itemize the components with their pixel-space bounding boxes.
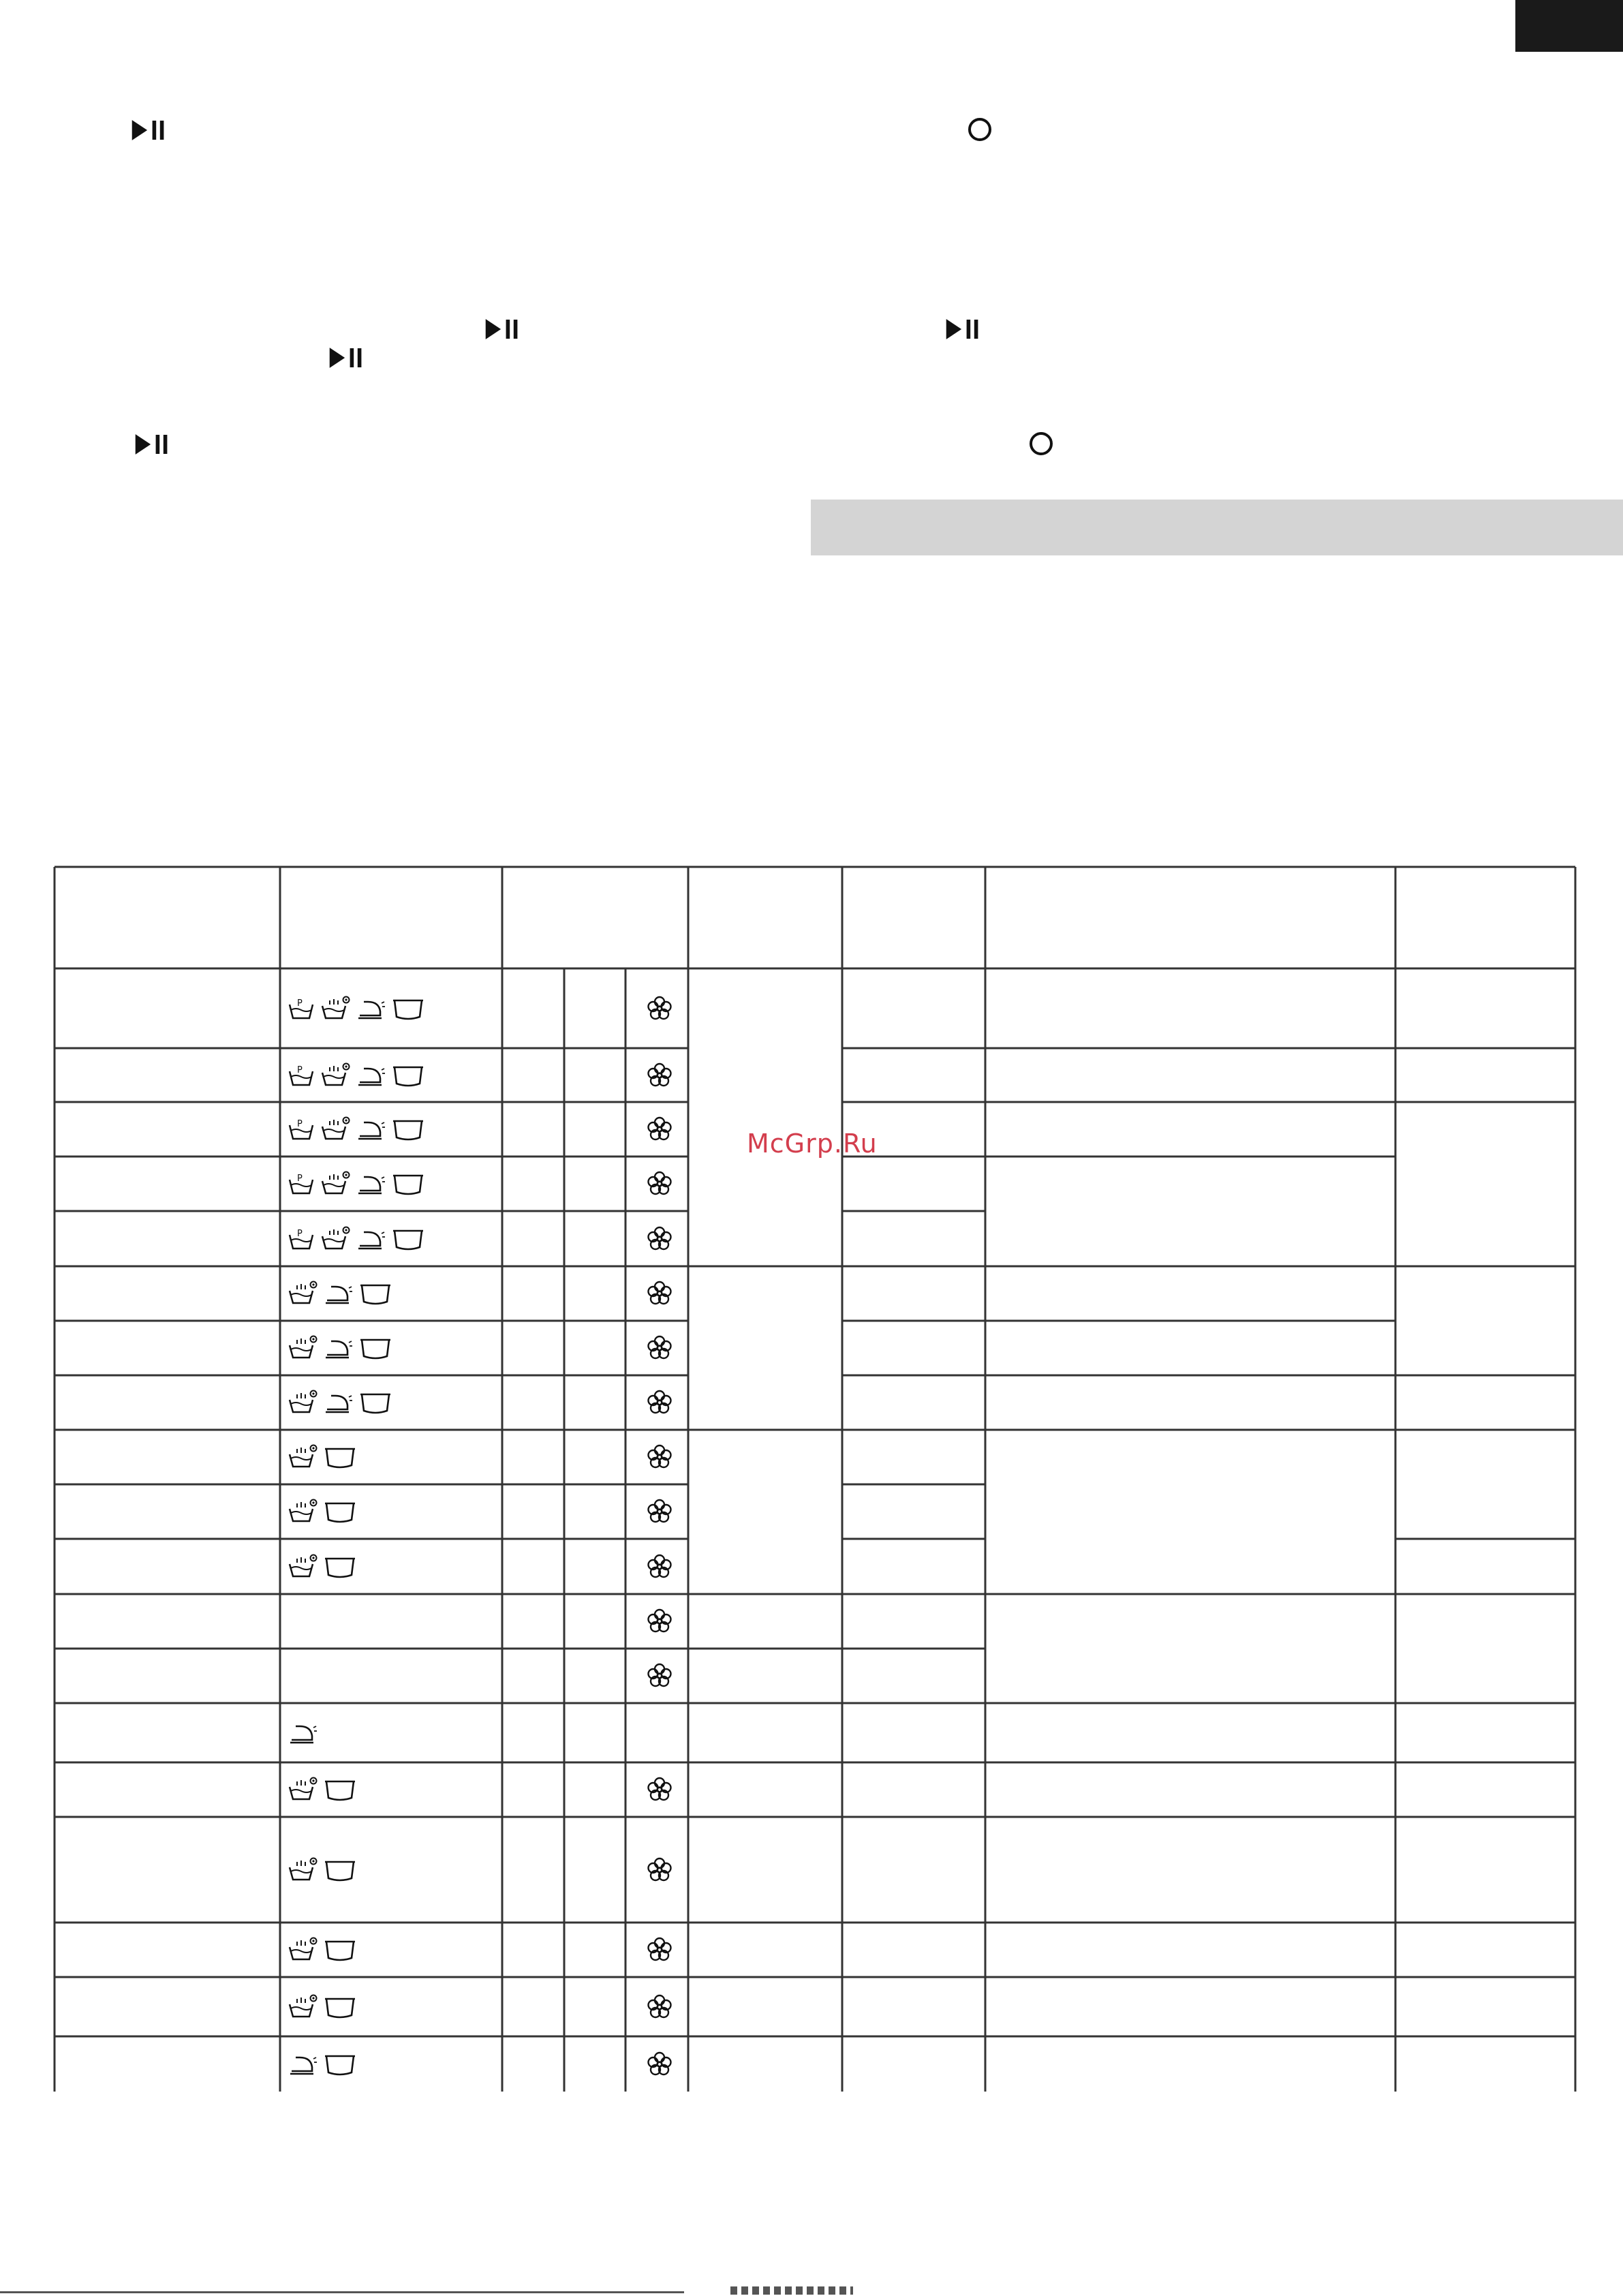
basin-icon — [391, 1225, 425, 1256]
start-pause-icon — [483, 316, 521, 342]
care-symbols — [288, 995, 425, 1026]
dry-clean-icon — [288, 1498, 318, 1529]
iron-icon — [323, 1280, 353, 1311]
dry-clean-icon — [320, 1225, 350, 1256]
care-symbols — [288, 1993, 357, 2024]
language-tab — [1515, 0, 1623, 52]
care-symbols — [288, 1062, 425, 1092]
start-pause-icon — [133, 431, 171, 457]
basin-icon — [323, 1856, 357, 1887]
basin-icon — [323, 2051, 357, 2081]
flower-icon — [646, 1498, 673, 1525]
flower-icon — [646, 1936, 673, 1963]
basin-icon — [323, 1498, 357, 1529]
dry-clean-icon — [320, 1170, 350, 1201]
iron-icon — [288, 1719, 318, 1750]
power-icon — [966, 116, 993, 143]
tub-p-icon — [288, 1170, 315, 1201]
flower-icon — [646, 1389, 673, 1416]
dry-clean-icon — [288, 1553, 318, 1584]
basin-icon — [323, 1443, 357, 1474]
basin-icon — [323, 1553, 357, 1584]
care-symbols — [288, 2051, 357, 2081]
dry-clean-icon — [288, 1280, 318, 1311]
flower-icon — [646, 1225, 673, 1253]
iron-icon — [323, 1334, 353, 1365]
basin-icon — [391, 1170, 425, 1201]
iron-icon — [356, 995, 386, 1026]
care-symbols — [288, 1719, 318, 1750]
care-symbols — [288, 1856, 357, 1887]
flower-icon — [646, 1116, 673, 1143]
dry-clean-icon — [288, 1856, 318, 1887]
flower-icon — [646, 1553, 673, 1580]
flower-icon — [646, 1334, 673, 1362]
flower-icon — [646, 1170, 673, 1197]
flower-icon — [646, 1856, 673, 1884]
basin-icon — [391, 995, 425, 1026]
basin-icon — [391, 1062, 425, 1092]
tub-p-icon — [288, 1062, 315, 1092]
care-symbols — [288, 1776, 357, 1807]
dry-clean-icon — [320, 1062, 350, 1092]
iron-icon — [356, 1116, 386, 1146]
basin-icon — [358, 1389, 392, 1420]
iron-icon — [323, 1389, 353, 1420]
dry-clean-icon — [320, 995, 350, 1026]
start-pause-icon — [129, 117, 168, 143]
tub-p-icon — [288, 995, 315, 1026]
care-symbols — [288, 1225, 425, 1256]
dry-clean-icon — [288, 1443, 318, 1474]
dry-clean-icon — [288, 1389, 318, 1420]
care-symbols — [288, 1116, 425, 1146]
care-symbols — [288, 1498, 357, 1529]
basin-icon — [358, 1334, 392, 1365]
care-symbols — [288, 1936, 357, 1967]
footer-mark — [730, 2286, 853, 2295]
iron-icon — [356, 1062, 386, 1092]
footer-rule — [0, 2291, 684, 2293]
iron-icon — [356, 1170, 386, 1201]
basin-icon — [391, 1116, 425, 1146]
care-symbols — [288, 1334, 392, 1365]
care-symbols — [288, 1280, 392, 1311]
dry-clean-icon — [288, 1936, 318, 1967]
iron-icon — [288, 2051, 318, 2081]
dry-clean-icon — [288, 1776, 318, 1807]
care-symbols — [288, 1553, 357, 1584]
tub-p-icon — [288, 1225, 315, 1256]
section-heading-band — [811, 500, 1623, 555]
iron-icon — [356, 1225, 386, 1256]
flower-icon — [646, 1280, 673, 1307]
flower-icon — [646, 1776, 673, 1803]
dry-clean-icon — [288, 1334, 318, 1365]
flower-icon — [646, 995, 673, 1022]
dry-clean-icon — [320, 1116, 350, 1146]
tub-p-icon — [288, 1116, 315, 1146]
flower-icon — [646, 1993, 673, 2021]
basin-icon — [323, 1993, 357, 2024]
care-symbols — [288, 1443, 357, 1474]
dry-clean-icon — [288, 1993, 318, 2024]
basin-icon — [323, 1776, 357, 1807]
care-symbols — [288, 1170, 425, 1201]
start-pause-icon — [327, 345, 365, 371]
flower-icon — [646, 1608, 673, 1635]
power-icon — [1027, 430, 1055, 457]
flower-icon — [646, 1062, 673, 1089]
basin-icon — [358, 1280, 392, 1311]
flower-icon — [646, 1443, 673, 1471]
flower-icon — [646, 2051, 673, 2078]
flower-icon — [646, 1662, 673, 1689]
basin-icon — [323, 1936, 357, 1967]
care-symbols — [288, 1389, 392, 1420]
watermark: McGrp.Ru — [747, 1129, 878, 1159]
start-pause-icon — [944, 316, 982, 342]
